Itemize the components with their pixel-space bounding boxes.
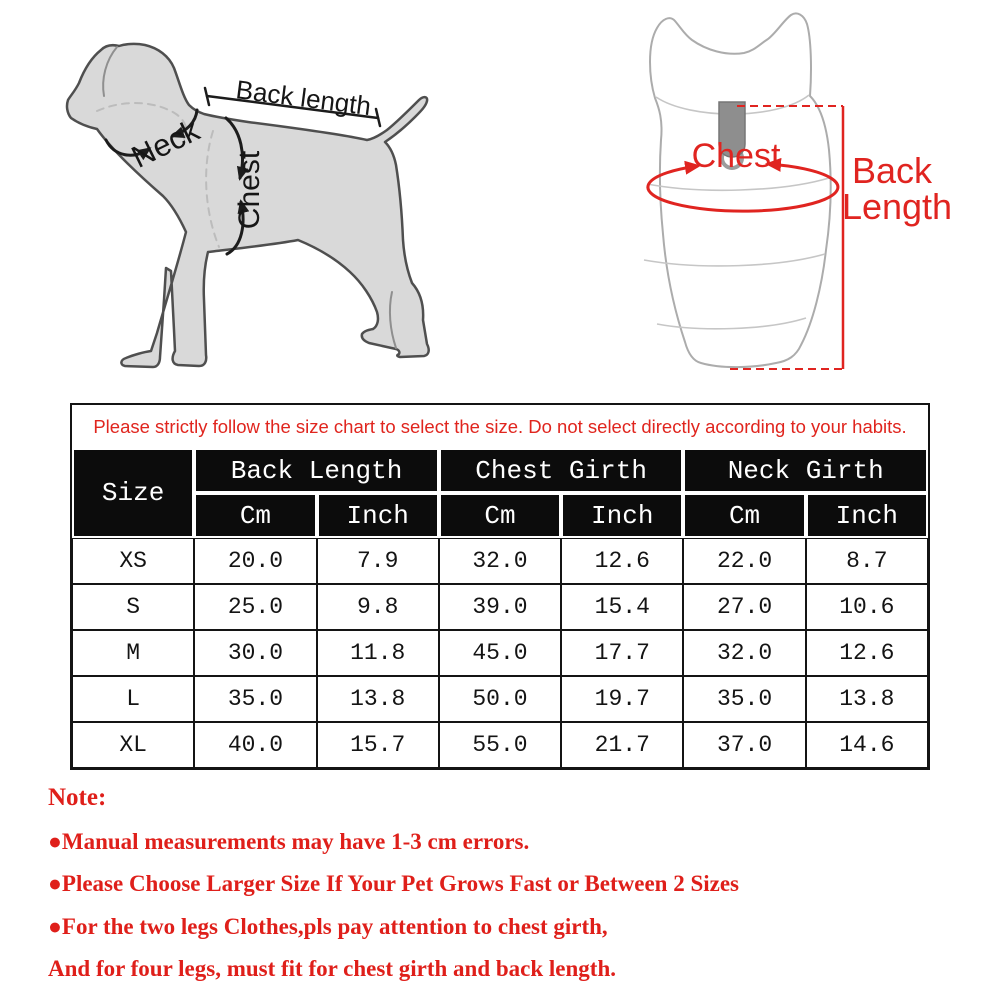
value-cell: 15.7: [317, 722, 439, 768]
value-cell: 37.0: [683, 722, 805, 768]
unit-header-inch: Inch: [317, 493, 439, 538]
value-cell: 14.6: [806, 722, 928, 768]
unit-header-inch: Inch: [561, 493, 683, 538]
size-row-s: [72, 584, 928, 630]
size-row-xl: [72, 722, 928, 768]
col-header-neck-girth: Neck Girth: [683, 448, 928, 493]
value-cell: 30.0: [194, 630, 316, 676]
vest-chest-label: Chest: [691, 137, 781, 175]
notice-row: [72, 405, 928, 448]
size-row-m: [72, 630, 928, 676]
value-cell: 7.9: [317, 538, 439, 584]
value-cell: 9.8: [317, 584, 439, 630]
size-notice: Please strictly follow the size chart to select the size. Do not select directly according to your habits.: [72, 405, 928, 448]
value-cell: 50.0: [439, 676, 561, 722]
size-cell: XS: [72, 538, 194, 584]
header-row-units: [72, 493, 928, 538]
unit-header-cm: Cm: [194, 493, 316, 538]
unit-header-inch: Inch: [806, 493, 928, 538]
value-cell: 35.0: [194, 676, 316, 722]
value-cell: 27.0: [683, 584, 805, 630]
size-cell: S: [72, 584, 194, 630]
vest-length-label: Length: [841, 186, 953, 227]
size-cell: L: [72, 676, 194, 722]
value-cell: 15.4: [561, 584, 683, 630]
unit-header-cm: Cm: [439, 493, 561, 538]
note-line-1: ●Manual measurements may have 1-3 cm errors.: [48, 829, 530, 854]
value-cell: 12.6: [561, 538, 683, 584]
col-header-size: Size: [72, 448, 194, 538]
value-cell: 35.0: [683, 676, 805, 722]
dog-neck-label: Neck: [125, 112, 205, 175]
vest-back-label: Back: [851, 150, 933, 191]
value-cell: 45.0: [439, 630, 561, 676]
value-cell: 40.0: [194, 722, 316, 768]
value-cell: 32.0: [439, 538, 561, 584]
value-cell: 22.0: [683, 538, 805, 584]
vest-diagram: [644, 13, 952, 369]
col-header-back-length: Back Length: [194, 448, 439, 493]
note-line-2: ●Please Choose Larger Size If Your Pet Grows Fast or Between 2 Sizes: [48, 871, 739, 897]
dog-diagram: [67, 44, 429, 367]
size-cell: XL: [72, 722, 194, 768]
size-row-xs: [72, 538, 928, 584]
size-row-l: [72, 676, 928, 722]
value-cell: 10.6: [806, 584, 928, 630]
size-cell: M: [72, 630, 194, 676]
unit-header-cm: Cm: [683, 493, 805, 538]
dog-chest-label: Chest: [233, 150, 266, 230]
value-cell: 32.0: [683, 630, 805, 676]
header-row-groups: [72, 448, 928, 493]
value-cell: 19.7: [561, 676, 683, 722]
note-line-3: ●For the two legs Clothes,pls pay attention to chest girth,: [48, 913, 608, 939]
value-cell: 39.0: [439, 584, 561, 630]
value-cell: 21.7: [561, 722, 683, 768]
value-cell: 12.6: [806, 630, 928, 676]
value-cell: 13.8: [806, 676, 928, 722]
value-cell: 11.8: [317, 630, 439, 676]
note-line-4: And for four legs, must fit for chest girth and back length.: [48, 955, 616, 981]
notes-title: Note:: [48, 784, 107, 811]
col-header-chest-girth: Chest Girth: [439, 448, 684, 493]
value-cell: 55.0: [439, 722, 561, 768]
dog-back-length-label: Back length: [234, 74, 373, 122]
notes-section: [48, 784, 958, 998]
value-cell: 13.8: [317, 676, 439, 722]
measurement-diagrams: [0, 0, 1000, 400]
value-cell: 25.0: [194, 584, 316, 630]
value-cell: 20.0: [194, 538, 316, 584]
value-cell: 17.7: [561, 630, 683, 676]
value-cell: 8.7: [806, 538, 928, 584]
size-table: [70, 403, 930, 770]
